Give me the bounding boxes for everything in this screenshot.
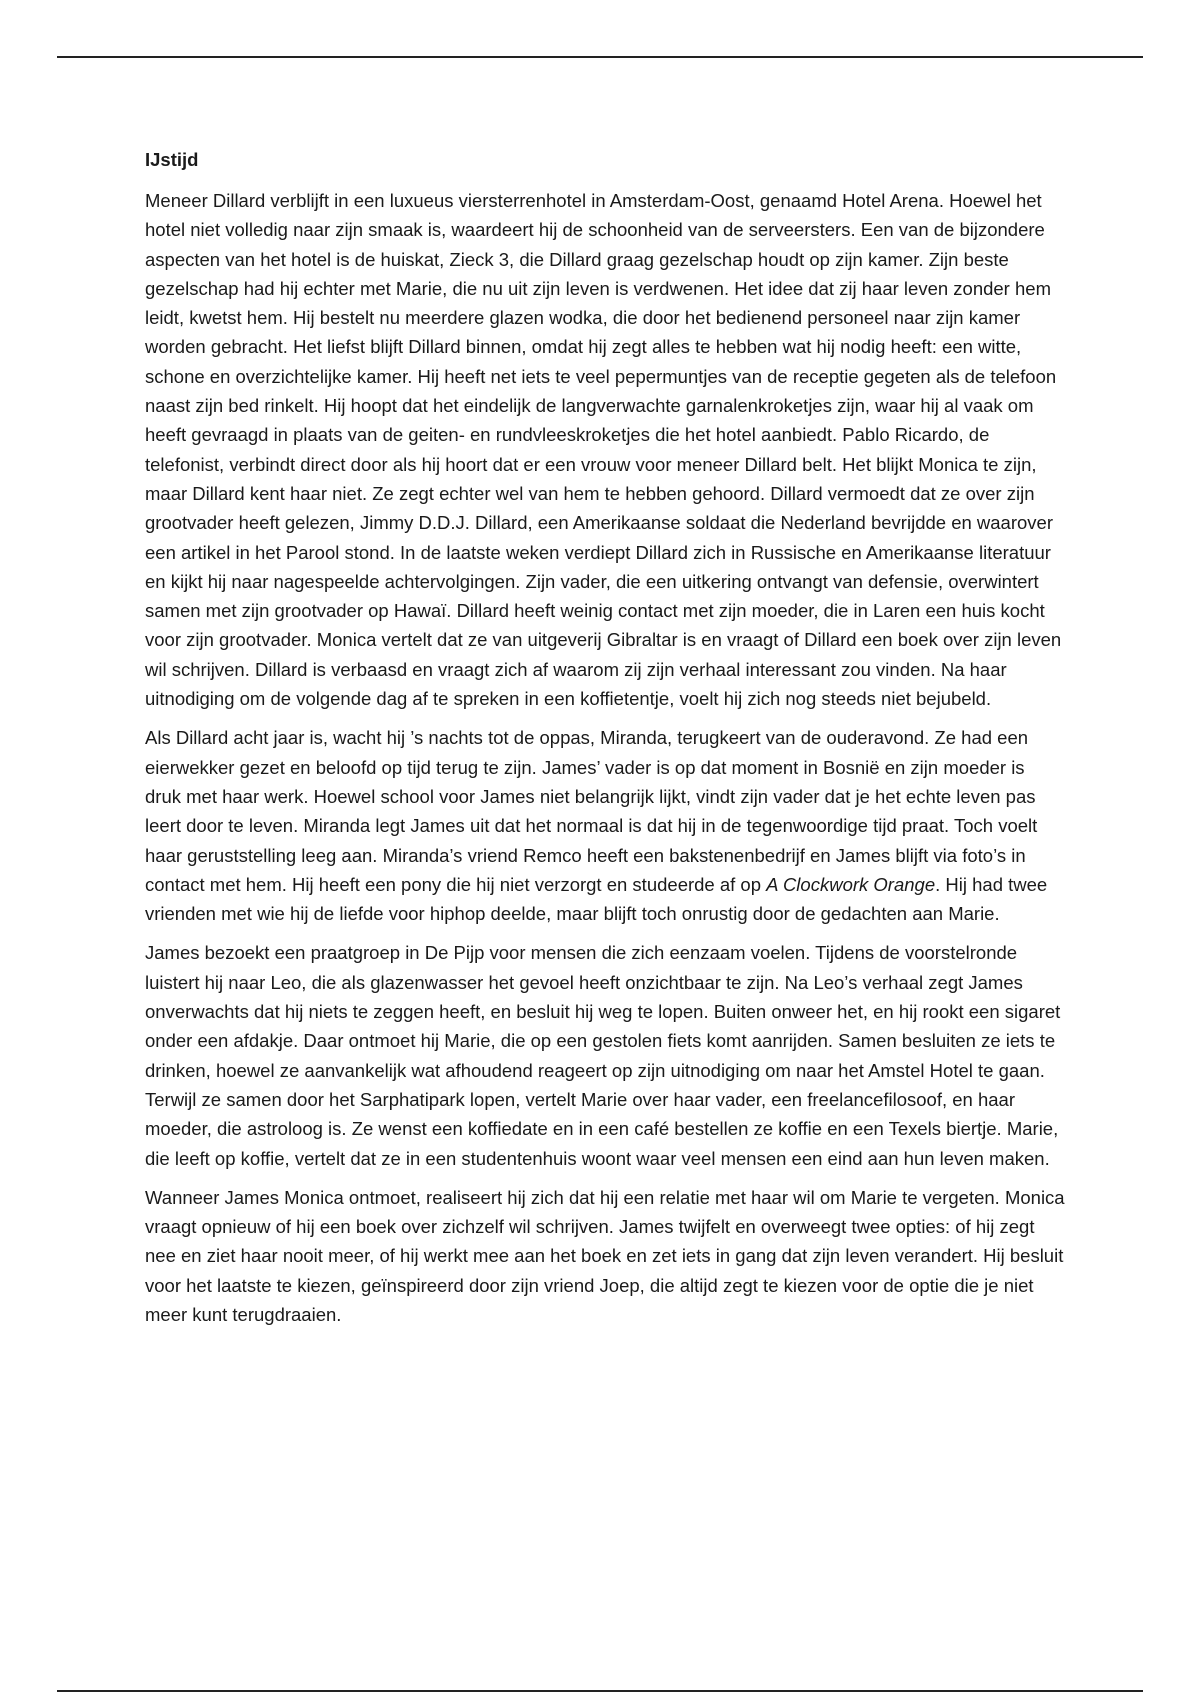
paragraph-1: Meneer Dillard verblijft in een luxueus viersterrenhotel in Amsterdam-Oost, genaamd Hotel Arena. Hoewel het hotel niet volledig naar zijn smaak is, waardeert hij de schoonheid van de serveersters. Een van de bijzondere aspecten van het hotel is de huiskat, Zieck 3, die Dillard graag gezelschap houdt op zijn kamer. Zijn beste gezelschap had hij echter met Marie, die nu uit zijn leven is verdwenen. Het idee dat zij haar leven zonder hem leidt, kwetst hem. Hij bestelt nu meerdere glazen wodka, die door het bedienend personeel naar zijn kamer worden gebracht. Het liefst blijft Dillard binnen, omdat hij zegt alles te hebben wat hij nodig heeft: een witte, schone en overzichtelijke kamer. Hij heeft net iets te veel pepermuntjes van de receptie gegeten als de telefoon naast zijn bed rinkelt. Hij hoopt dat het eindelijk de langverwachte garnalenkroketjes zijn, waar hij al vaak om heeft gevraagd in plaats van de geiten- en rundvleeskroketjes die het hotel aanbiedt. Pablo Ricardo, de telefonist, verbindt direct door als hij hoort dat er een vrouw voor meneer Dillard belt. Het blijkt Monica te zijn, maar Dillard kent haar niet. Ze zegt echter wel van hem te hebben gehoord. Dillard vermoedt dat ze over zijn grootvader heeft gelezen, Jimmy D.D.J. Dillard, een Amerikaanse soldaat die Nederland bevrijdde en waarover een artikel in het Parool stond. In de laatste weken verdiept Dillard zich in Russische en Amerikaanse literatuur en kijkt hij naar nagespeelde achtervolgingen. Zijn vader, die een uitkering ontvangt van defensie, overwintert samen met zijn grootvader op Hawaï. Dillard heeft weinig contact met zijn moeder, die in Laren een huis kocht voor zijn grootvader. Monica vertelt dat ze van uitgeverij Gibraltar is en vraagt of Dillard een boek over zijn leven wil schrijven. Dillard is verbaasd en vraagt zich af waarom zij zijn verhaal interessant zou vinden. Na haar uitnodiging om de volgende dag af te spreken in een koffietentje, voelt hij zich nog steeds niet bejubeld.	[145, 190, 1062, 710]
paragraph-4: Wanneer James Monica ontmoet, realiseert hij zich dat hij een relatie met haar wil om Marie te vergeten. Monica vraagt opnieuw of hij een boek over zichzelf wil schrijven. James twijfelt en overweegt twee opties: of hij zegt nee en ziet haar nooit meer, of hij werkt mee aan het boek en zet iets in gang dat zijn leven verandert. Hij besluit voor het laatste te kiezen, geïnspireerd door zijn vriend Joep, die altijd zegt te kiezen voor de optie die je niet meer kunt terugdraaien.	[145, 1186, 1065, 1325]
document-title: IJstijd	[145, 149, 199, 170]
paragraph-2	[145, 723, 1065, 928]
book-title-italic: A Clockwork Orange	[766, 873, 936, 895]
header-rule	[57, 56, 1143, 58]
paragraph-2-text-end: . Hij had twee vrienden met wie hij de liefde voor hiphop deelde, maar blijft toch onrustig door de gedachten aan Marie.	[145, 873, 1048, 925]
paragraph-2-text-start: Als Dillard acht jaar is, wacht hij ’s nachts tot de oppas, Miranda, terugkeert van de ouderavond. Ze had een eierwekker gezet en beloofd op tijd terug te zijn. James’ vader is op dat moment in Bosnië en zijn moeder is druk met haar werk. Hoewel school voor James niet belangrijk lijkt, vindt zijn vader dat je het echte leven pas leert door te leven. Miranda legt James uit dat het normaal is dat hij in de tegenwoordige tijd praat. Toch voelt haar geruststelling leeg aan. Miranda’s vriend Remco heeft een bakstenenbedrijf en James blijft via foto’s in contact met hem. Hij heeft een pony die hij niet verzorgt en studeerde af op	[145, 727, 1038, 895]
footer-rule	[57, 1690, 1143, 1692]
paragraph-3: James bezoekt een praatgroep in De Pijp voor mensen die zich eenzaam voelen. Tijdens de voorstelronde luistert hij naar Leo, die als glazenwasser het gevoel heeft onzichtbaar te zijn. Na Leo’s verhaal zegt James onverwachts dat hij niets te zeggen heeft, en besluit hij weg te lopen. Buiten onweer het, en hij rookt een sigaret onder een afdakje. Daar ontmoet hij Marie, die op een gestolen fiets komt aanrijden. Samen besluiten ze iets te drinken, hoewel ze aanvankelijk wat afhoudend reageert op zijn uitnodiging om naar het Amstel Hotel te gaan. Terwijl ze samen door het Sarphatipark lopen, vertelt Marie over haar vader, een freelancefilosoof, en haar moeder, die astroloog is. Ze wenst een koffiedate en in een café bestellen ze koffie en een Texels biertje. Marie, die leeft op koffie, vertelt dat ze in een studentenhuis woont waar veel mensen een eind aan hun leven maken.	[145, 942, 1061, 1169]
document-body	[145, 145, 1065, 1339]
